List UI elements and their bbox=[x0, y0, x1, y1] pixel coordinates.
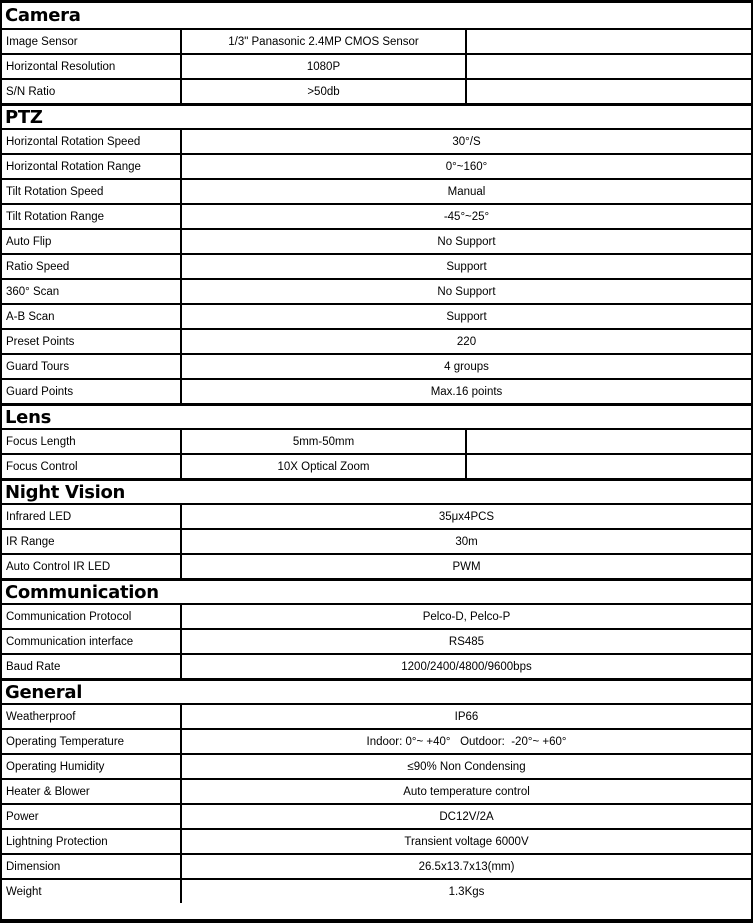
table-row bbox=[2, 128, 751, 153]
spec-value: 26.5x13.7x13(mm) bbox=[418, 860, 515, 873]
table-row bbox=[2, 428, 751, 453]
spec-value: ≤90% Non Condensing bbox=[407, 760, 526, 773]
spec-label: Weatherproof bbox=[2, 705, 182, 728]
table-row bbox=[2, 753, 751, 778]
spec-value: 5mm-50mm bbox=[182, 430, 467, 453]
spec-label: Infrared LED bbox=[2, 505, 182, 528]
section-title: Camera bbox=[5, 5, 81, 26]
section-header-camera bbox=[2, 3, 751, 28]
empty-cell bbox=[467, 80, 751, 103]
spec-label: Image Sensor bbox=[2, 30, 182, 53]
table-row bbox=[2, 228, 751, 253]
spec-label: Ratio Speed bbox=[2, 255, 182, 278]
spec-label: 360° Scan bbox=[2, 280, 182, 303]
spec-value: 10X Optical Zoom bbox=[182, 455, 467, 478]
empty-cell bbox=[467, 55, 751, 78]
table-row bbox=[2, 203, 751, 228]
section-title: Lens bbox=[5, 406, 52, 428]
spec-value: Pelco-D, Pelco-P bbox=[422, 610, 511, 623]
table-row bbox=[2, 553, 751, 578]
spec-label: Power bbox=[2, 805, 182, 828]
section-header-communication bbox=[2, 578, 751, 603]
spec-value: Manual bbox=[447, 185, 486, 198]
table-row bbox=[2, 878, 751, 903]
table-row bbox=[2, 303, 751, 328]
spec-value: >50db bbox=[182, 80, 467, 103]
spec-label: Lightning Protection bbox=[2, 830, 182, 853]
spec-value: DC12V/2A bbox=[439, 810, 494, 823]
table-row bbox=[2, 778, 751, 803]
spec-value: No Support bbox=[437, 285, 496, 298]
spec-label: Auto Control IR LED bbox=[2, 555, 182, 578]
spec-label: Dimension bbox=[2, 855, 182, 878]
spec-label: Operating Temperature bbox=[2, 730, 182, 753]
table-row bbox=[2, 378, 751, 403]
table-row bbox=[2, 828, 751, 853]
spec-value: 1200/2400/4800/9600bps bbox=[401, 660, 532, 673]
spec-label: Focus Length bbox=[2, 430, 182, 453]
spec-label: Weight bbox=[2, 880, 182, 903]
section-header-night-vision bbox=[2, 478, 751, 503]
table-row bbox=[2, 528, 751, 553]
table-row bbox=[2, 253, 751, 278]
spec-value: Support bbox=[446, 310, 487, 323]
spec-label: Horizontal Resolution bbox=[2, 55, 182, 78]
section-title: Night Vision bbox=[5, 481, 126, 503]
spec-label: Horizontal Rotation Range bbox=[2, 155, 182, 178]
section-header-lens bbox=[2, 403, 751, 428]
table-row bbox=[2, 53, 751, 78]
spec-label: Tilt Rotation Speed bbox=[2, 180, 182, 203]
table-row bbox=[2, 853, 751, 878]
table-row bbox=[2, 603, 751, 628]
spec-value: Indoor: 0°~ +40° Outdoor: -20°~ +60° bbox=[366, 735, 567, 748]
table-row bbox=[2, 278, 751, 303]
spec-label: Focus Control bbox=[2, 455, 182, 478]
empty-cell bbox=[467, 30, 751, 53]
table-row bbox=[2, 78, 751, 103]
table-row bbox=[2, 803, 751, 828]
spec-label: Baud Rate bbox=[2, 655, 182, 678]
section-title: Communication bbox=[5, 581, 159, 603]
section-header-ptz bbox=[2, 103, 751, 128]
spec-value: 4 groups bbox=[444, 360, 489, 373]
spec-label: Guard Tours bbox=[2, 355, 182, 378]
section-title: General bbox=[5, 681, 83, 703]
spec-value: Max.16 points bbox=[430, 385, 503, 398]
empty-cell bbox=[467, 430, 751, 453]
table-row bbox=[2, 328, 751, 353]
spec-label: Tilt Rotation Range bbox=[2, 205, 182, 228]
spec-value: 30m bbox=[455, 535, 478, 548]
spec-value: RS485 bbox=[448, 635, 485, 648]
spec-label: Horizontal Rotation Speed bbox=[2, 130, 182, 153]
table-row bbox=[2, 503, 751, 528]
spec-value: 35μx4PCS bbox=[438, 510, 495, 523]
spec-label: A-B Scan bbox=[2, 305, 182, 328]
spec-value: No Support bbox=[437, 235, 496, 248]
spec-label: Heater & Blower bbox=[2, 780, 182, 803]
spec-value: 0°~160° bbox=[445, 160, 488, 173]
spec-value: PWM bbox=[452, 560, 481, 573]
table-row bbox=[2, 703, 751, 728]
table-row bbox=[2, 153, 751, 178]
table-row bbox=[2, 353, 751, 378]
spec-value: -45°~25° bbox=[443, 210, 490, 223]
table-row bbox=[2, 178, 751, 203]
spec-label: Guard Points bbox=[2, 380, 182, 403]
spec-label: S/N Ratio bbox=[2, 80, 182, 103]
spec-label: Operating Humidity bbox=[2, 755, 182, 778]
table-row bbox=[2, 453, 751, 478]
spec-value: Auto temperature control bbox=[403, 785, 530, 798]
table-row bbox=[2, 728, 751, 753]
table-row bbox=[2, 628, 751, 653]
section-title: PTZ bbox=[5, 106, 43, 128]
spec-label: Auto Flip bbox=[2, 230, 182, 253]
spec-value: IP66 bbox=[454, 710, 479, 723]
spec-label: IR Range bbox=[2, 530, 182, 553]
spec-value: 1/3" Panasonic 2.4MP CMOS Sensor bbox=[182, 30, 467, 53]
spec-value: 220 bbox=[456, 335, 477, 348]
spec-value: 30°/S bbox=[452, 135, 481, 148]
spec-value: 1.3Kgs bbox=[448, 885, 485, 898]
spec-label: Communication Protocol bbox=[2, 605, 182, 628]
table-row bbox=[2, 28, 751, 53]
spec-value: 1080P bbox=[182, 55, 467, 78]
table-row bbox=[2, 653, 751, 678]
spec-value: Support bbox=[446, 260, 487, 273]
spec-label: Preset Points bbox=[2, 330, 182, 353]
section-header-general bbox=[2, 678, 751, 703]
spec-value: Transient voltage 6000V bbox=[404, 835, 529, 848]
spec-label: Communication interface bbox=[2, 630, 182, 653]
empty-cell bbox=[467, 455, 751, 478]
